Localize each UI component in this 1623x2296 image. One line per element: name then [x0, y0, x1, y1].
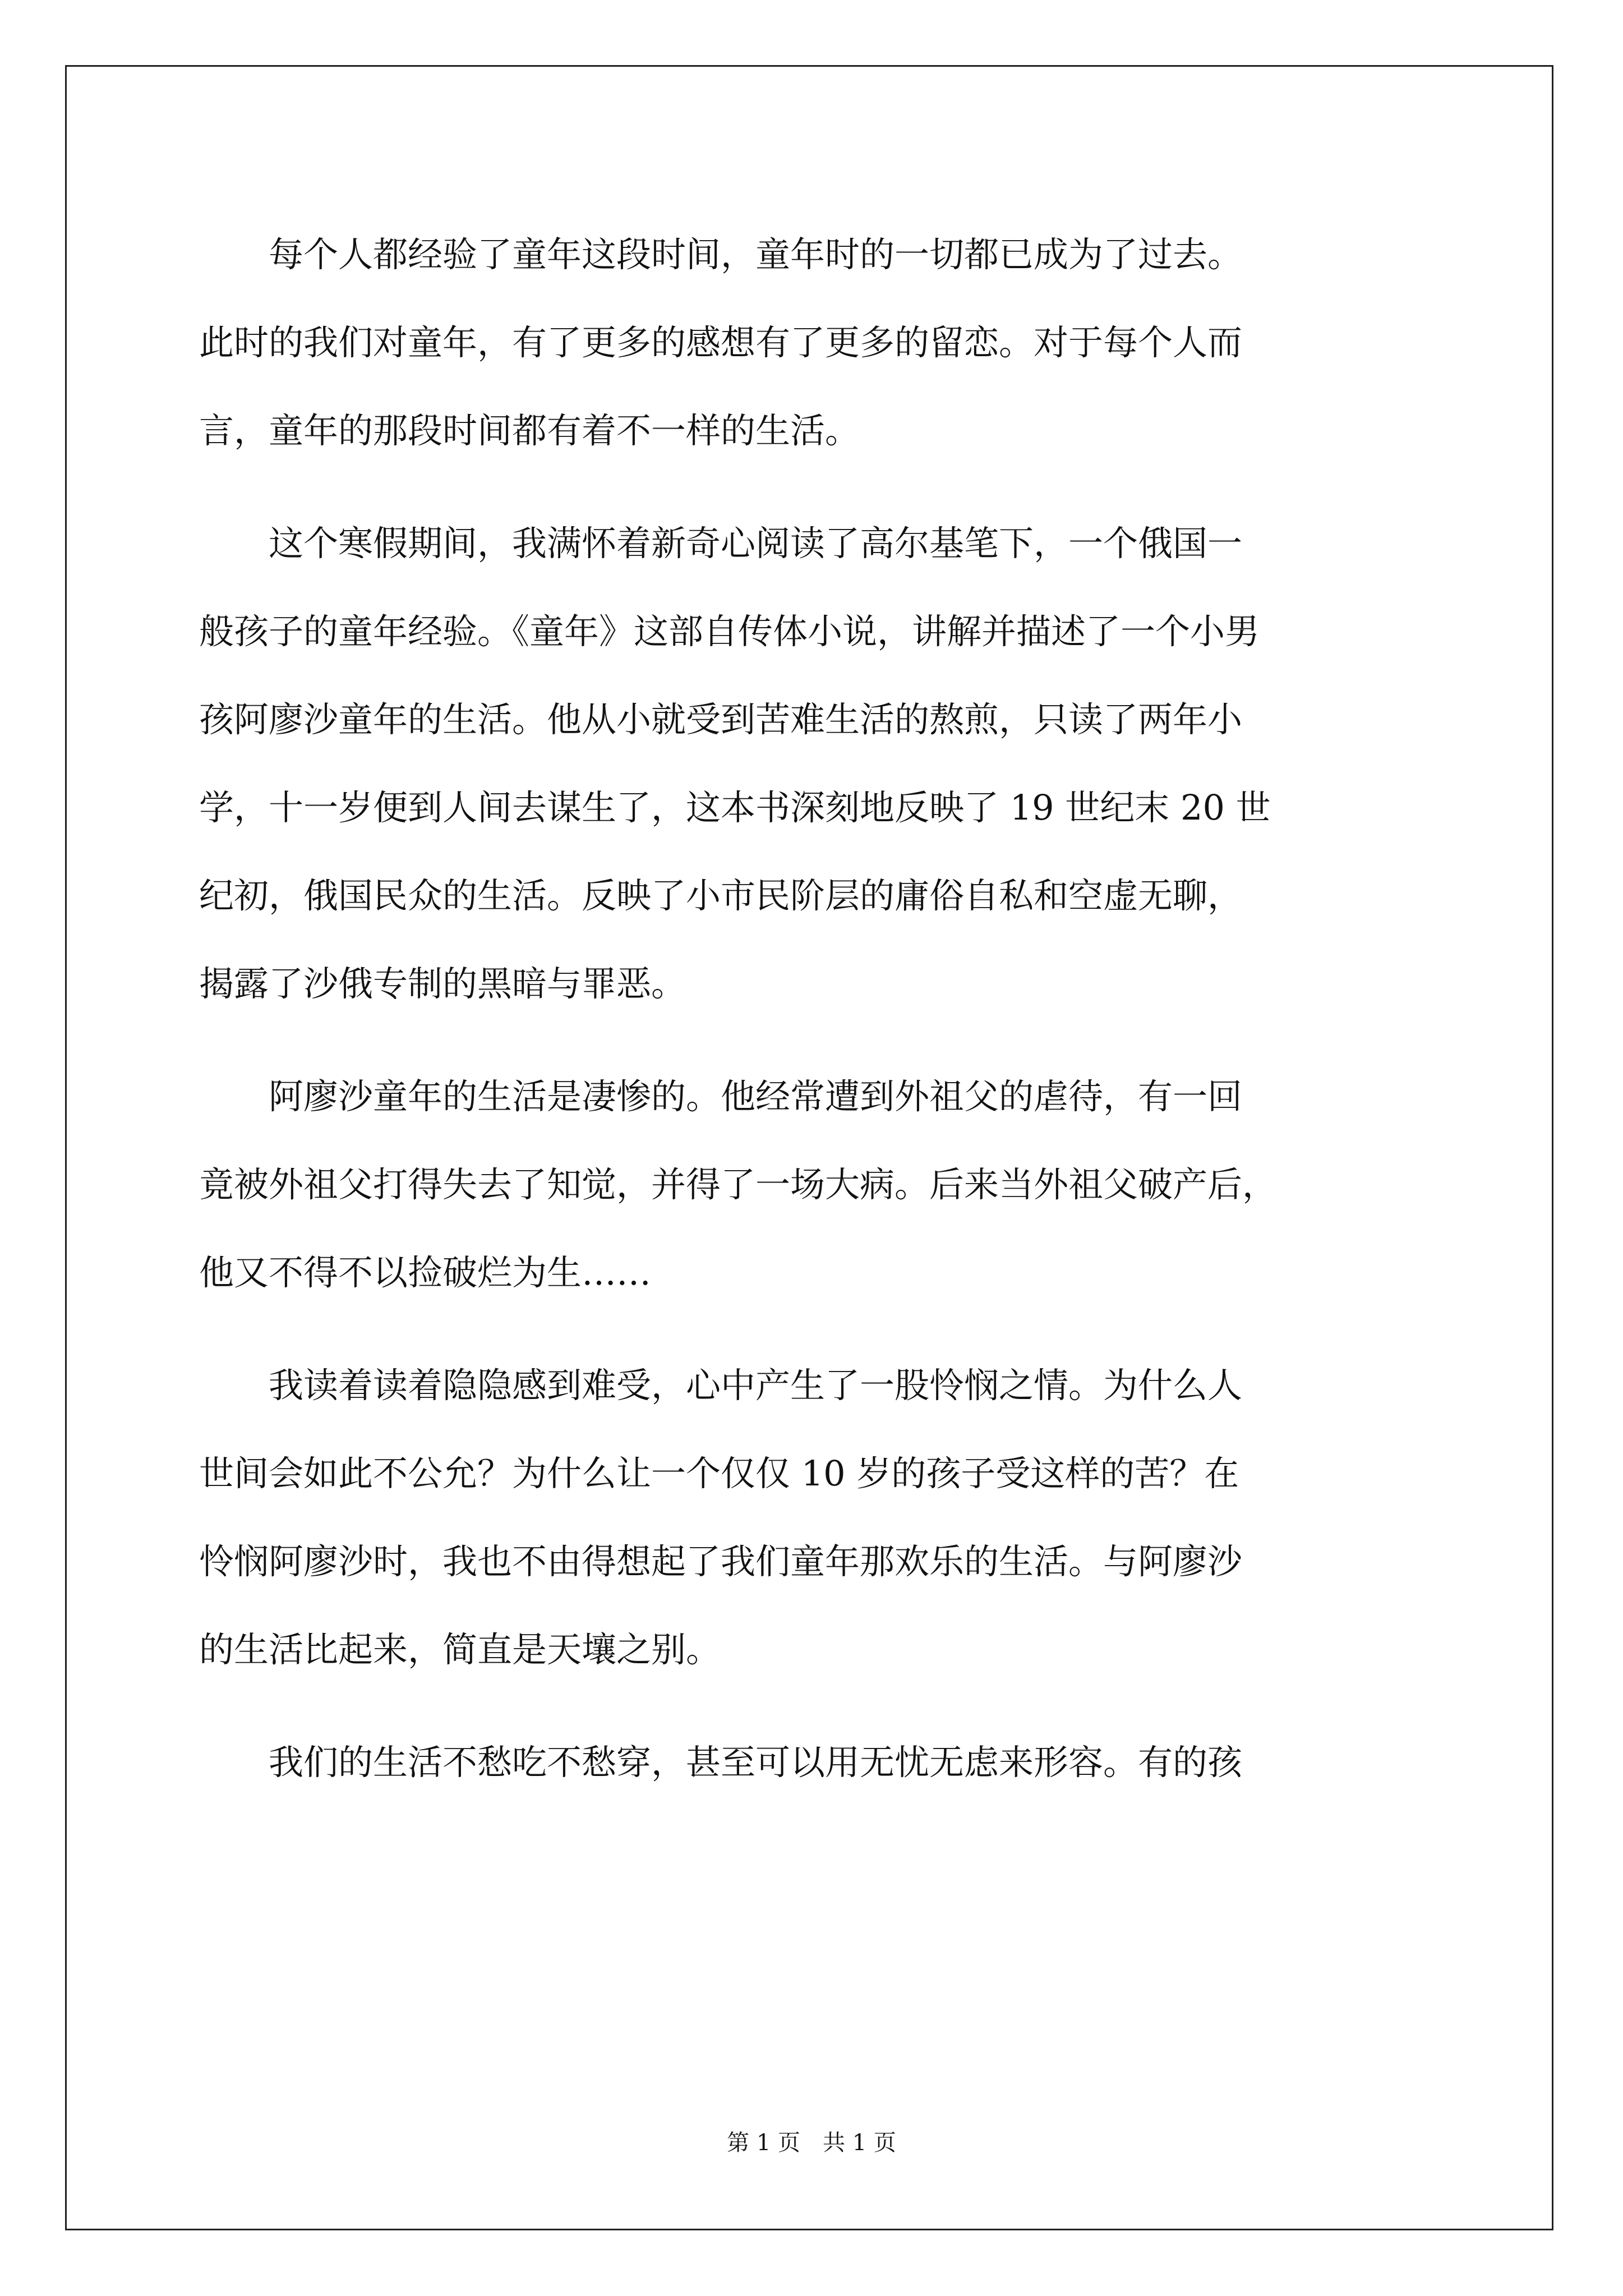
text-line: 纪初，俄国民众的生活。反映了小市民阶层的庸俗自私和空虚无聊，: [199, 875, 1243, 916]
text-line: 他又不得不以捡破烂为生……: [199, 1252, 652, 1293]
paragraph-break: [199, 1028, 1422, 1052]
text-line: 揭露了沙俄专制的黑暗与罪恶。: [199, 963, 686, 1004]
paragraph-break: [199, 475, 1422, 499]
text-line: 竟被外祖父打得失去了知觉，并得了一场大病。后来当外祖父破产后，: [199, 1164, 1278, 1205]
page-total: 共 1 页: [823, 2130, 896, 2156]
text-line: 孩阿廖沙童年的生活。他从小就受到苦难生活的熬煎，只读了两年小: [199, 699, 1243, 740]
page-number: 第 1 页: [727, 2130, 800, 2156]
text-line: 的生活比起来，简直是天壤之别。: [199, 1629, 721, 1670]
text-line: 我读着读着隐隐感到难受，心中产生了一股怜悯之情。为什么人: [199, 1365, 1243, 1406]
text-line: 此时的我们对童年，有了更多的感想有了更多的留恋。对于每个人而: [199, 322, 1243, 363]
text-line: 怜悯阿廖沙时，我也不由得想起了我们童年那欢乐的生活。与阿廖沙: [199, 1541, 1243, 1582]
document-body: [199, 210, 1422, 1806]
text-line: 般孩子的童年经验。《童年》这部自传体小说，讲解并描述了一个小男: [199, 611, 1260, 652]
text-line: 言，童年的那段时间都有着不一样的生活。: [199, 410, 860, 451]
paragraph-break: [199, 1317, 1422, 1341]
text-line: 阿廖沙童年的生活是凄惨的。他经常遭到外祖父的虐待，有一回: [199, 1076, 1243, 1117]
page-footer: [0, 2126, 1623, 2160]
text-line: 每个人都经验了童年这段时间，童年时的一切都已成为了过去。: [199, 234, 1243, 275]
text-line: 这个寒假期间，我满怀着新奇心阅读了高尔基笔下，一个俄国一: [199, 523, 1243, 564]
text-line: 我们的生活不愁吃不愁穿，甚至可以用无忧无虑来形容。有的孩: [199, 1742, 1243, 1783]
text-line: 学，十一岁便到人间去谋生了，这本书深刻地反映了 19 世纪末 20 世: [199, 787, 1271, 828]
text-line: 世间会如此不公允？为什么让一个仅仅 10 岁的孩子受这样的苦？在: [199, 1453, 1239, 1494]
paragraph-break: [199, 1694, 1422, 1718]
